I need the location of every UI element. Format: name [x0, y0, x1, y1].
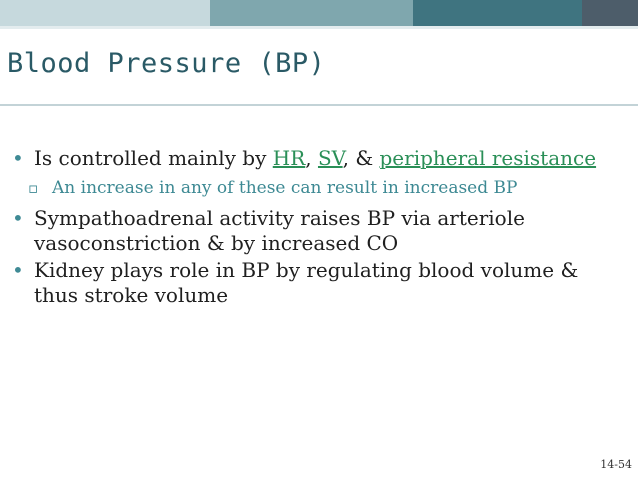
top-decorative-bar: [0, 0, 638, 26]
slide-number: 14-54: [600, 458, 632, 471]
bullet-1-sep1: ,: [305, 146, 318, 170]
slide-content: [8, 146, 623, 310]
topbar-segment-2: [210, 0, 413, 26]
topbar-segment-1: [0, 0, 210, 26]
link-sv[interactable]: SV: [317, 146, 343, 170]
bullet-item-2: [8, 206, 623, 256]
bullet-marker: •: [12, 258, 24, 282]
title-divider: [0, 104, 638, 106]
bullet-item-3: [8, 258, 623, 308]
sub-bullet-marker: ▫: [28, 179, 39, 197]
link-peripheral-resistance[interactable]: peripheral resistance: [379, 146, 597, 170]
bullet-item-1: [8, 146, 623, 171]
sub-bullet-item-1: [8, 177, 623, 200]
topbar-divider: [0, 26, 638, 29]
bullet-marker: •: [12, 146, 24, 170]
bullet-1-prefix: Is controlled mainly by: [34, 146, 273, 170]
slide-title: Blood Pressure (BP): [7, 48, 326, 79]
topbar-segment-4: [582, 0, 638, 26]
link-hr[interactable]: HR: [272, 146, 306, 170]
bullet-marker: •: [12, 206, 24, 230]
bullet-2-text: Sympathoadrenal activity raises BP via arteriole vasoconstriction & by increased CO: [34, 206, 525, 255]
bullet-1-sep2: , &: [342, 146, 380, 170]
topbar-segment-3: [413, 0, 582, 26]
bullet-3-text: Kidney plays role in BP by regulating blood volume & thus stroke volume: [34, 258, 579, 307]
sub-bullet-1-text: An increase in any of these can result in increased BP: [52, 178, 518, 198]
